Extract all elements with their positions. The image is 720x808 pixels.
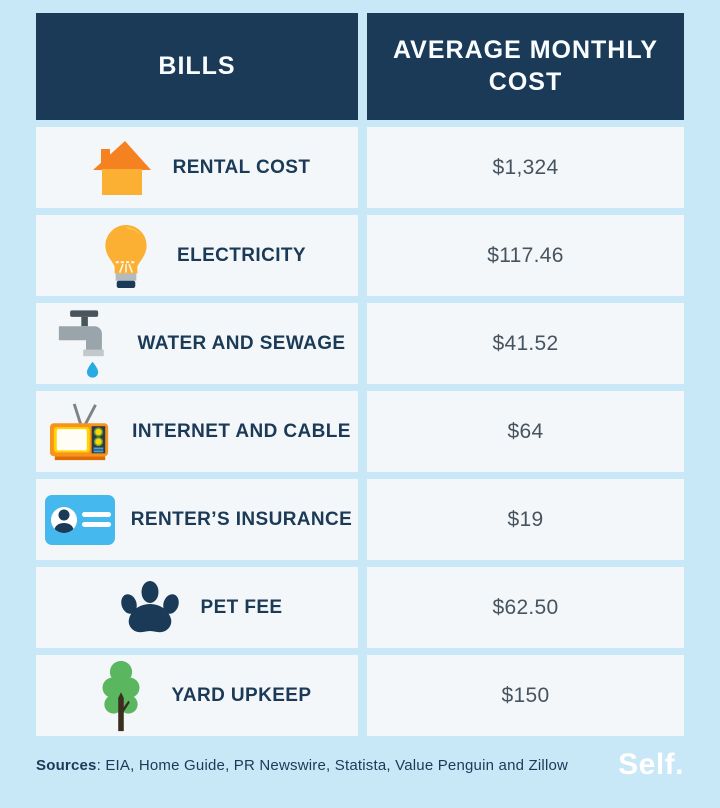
header-cost	[367, 13, 684, 120]
faucet-icon	[48, 307, 124, 381]
row-electricity-label-cell	[36, 215, 358, 296]
header-cost-label: AVERAGE MONTHLY COST	[392, 36, 659, 96]
row-pet-label-cell	[36, 567, 358, 648]
bill-value: $1,324	[492, 155, 559, 179]
row-electricity-value-cell	[367, 215, 684, 296]
bill-value: $64	[507, 419, 544, 443]
row-rental-value-cell	[367, 127, 684, 208]
bill-value: $117.46	[487, 243, 564, 267]
tv-icon	[43, 395, 119, 469]
sources-text	[36, 757, 568, 774]
row-water-label-cell	[36, 303, 358, 384]
bills-table	[36, 13, 684, 736]
id-card-icon	[42, 483, 118, 557]
bill-label: INTERNET AND CABLE	[132, 420, 351, 442]
self-logo: Self.	[618, 748, 684, 781]
header-bills-label: BILLS	[158, 51, 236, 80]
footer	[36, 748, 684, 782]
row-yard-label-cell	[36, 655, 358, 736]
row-pet-value-cell	[367, 567, 684, 648]
row-insurance-value-cell	[367, 479, 684, 560]
sources-label: Sources	[36, 756, 97, 774]
row-water-value-cell	[367, 303, 684, 384]
paw-icon	[112, 571, 188, 645]
tree-icon	[83, 659, 159, 733]
bill-label: RENTER’S INSURANCE	[130, 508, 353, 530]
row-insurance-label-cell	[36, 479, 358, 560]
bill-value: $150	[501, 683, 550, 707]
sources-list: : EIA, Home Guide, PR Newswire, Statista, Value Penguin and Zillow	[96, 756, 569, 774]
bill-label: YARD UPKEEP	[171, 684, 312, 706]
bill-value: $62.50	[492, 595, 559, 619]
lightbulb-icon	[88, 219, 164, 293]
bill-label: ELECTRICITY	[177, 244, 306, 266]
row-internet-label-cell	[36, 391, 358, 472]
row-rental-label-cell	[36, 127, 358, 208]
header-bills	[36, 13, 358, 120]
bill-label: PET FEE	[200, 596, 283, 618]
bill-value: $41.52	[492, 331, 559, 355]
house-icon	[84, 131, 160, 205]
bill-value: $19	[507, 507, 544, 531]
row-internet-value-cell	[367, 391, 684, 472]
row-yard-value-cell	[367, 655, 684, 736]
bill-label: WATER AND SEWAGE	[137, 332, 346, 354]
bill-label: RENTAL COST	[172, 156, 311, 178]
